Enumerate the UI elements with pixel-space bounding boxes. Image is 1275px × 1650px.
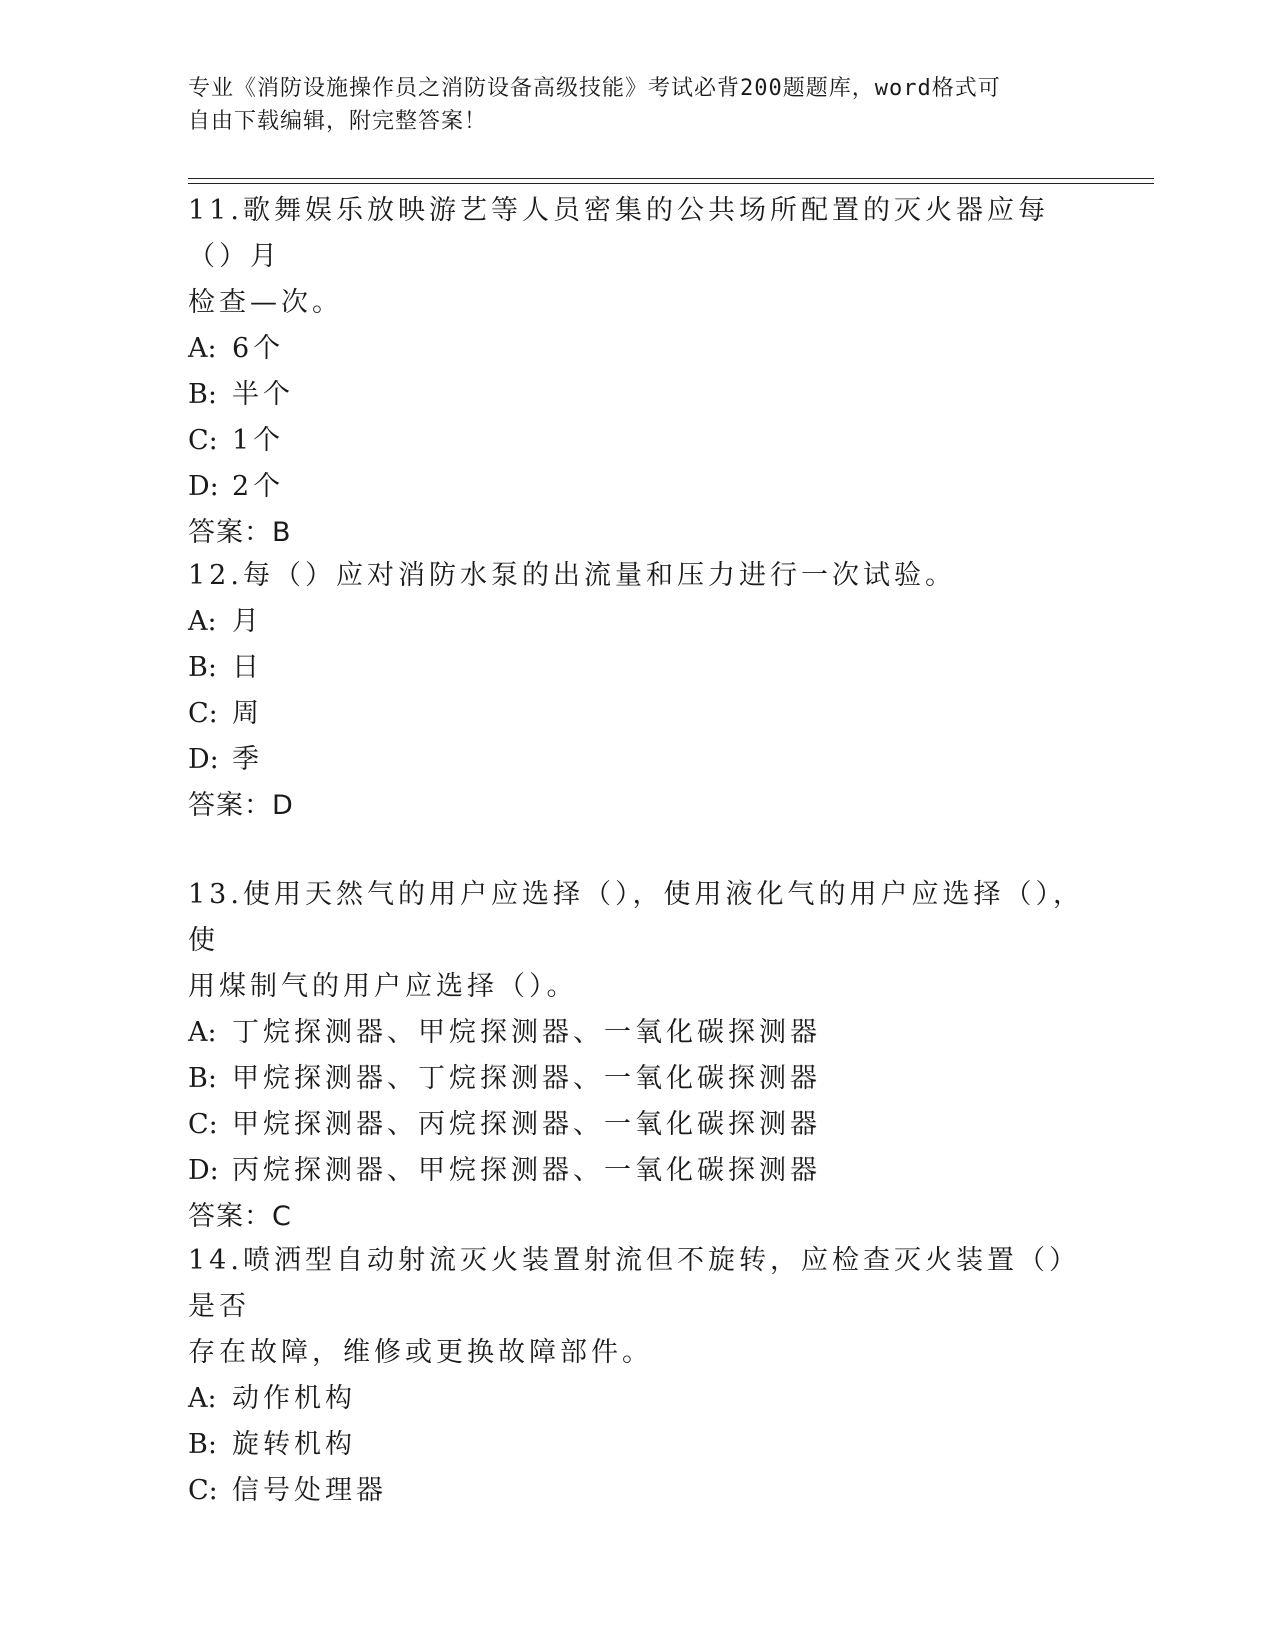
option-letter: B:	[188, 652, 217, 683]
header-divider-bottom	[188, 183, 1154, 184]
option-c	[188, 1102, 1088, 1148]
question-stem-line-2: 存在故障，维修或更换故障部件。	[188, 1337, 653, 1368]
question-stem-line-2: 用煤制气的用户应选择（）。	[188, 971, 578, 1002]
question-stem	[188, 553, 1088, 599]
question-stem-line-2: 检查—次。	[188, 287, 343, 318]
option-letter: B:	[188, 1429, 217, 1460]
option-d	[188, 464, 1088, 510]
option-text: 信号处理器	[232, 1475, 387, 1506]
option-text: 日	[232, 652, 263, 683]
option-letter: C:	[188, 425, 218, 456]
question-stem-line-1: 14.喷洒型自动射流灭火装置射流但不旋转，应检查灭火装置（）是否	[188, 1245, 1080, 1322]
option-letter: A:	[188, 1017, 217, 1048]
question-14	[188, 1238, 1088, 1514]
option-c	[188, 1468, 1088, 1514]
option-a	[188, 1010, 1088, 1056]
option-text: 1个	[232, 425, 285, 456]
question-stem	[188, 188, 1088, 326]
option-text: 月	[232, 606, 263, 637]
option-letter: A:	[188, 333, 217, 364]
option-d	[188, 1148, 1088, 1194]
option-text: 半个	[232, 379, 294, 410]
option-text: 2个	[232, 471, 285, 502]
option-b	[188, 372, 1088, 418]
question-stem	[188, 1238, 1088, 1376]
option-a	[188, 1376, 1088, 1422]
option-letter: C:	[188, 1475, 218, 1506]
option-b	[188, 1422, 1088, 1468]
option-letter: A:	[188, 1383, 217, 1414]
question-stem-line-1: 13.使用天然气的用户应选择（），使用液化气的用户应选择（），使	[188, 879, 1084, 956]
question-11	[188, 188, 1088, 556]
option-letter: D:	[188, 1155, 219, 1186]
header-divider-top	[188, 178, 1154, 179]
option-c	[188, 418, 1088, 464]
option-letter: D:	[188, 471, 219, 502]
answer: 答案：C	[188, 1201, 292, 1232]
option-text: 6个	[232, 333, 285, 364]
option-text: 旋转机构	[232, 1429, 356, 1460]
option-text: 丁烷探测器、甲烷探测器、一氧化碳探测器	[232, 1017, 821, 1048]
intro-line-2: 自由下载编辑，附完整答案！	[188, 109, 488, 134]
option-letter: C:	[188, 698, 218, 729]
option-text: 季	[232, 744, 263, 775]
option-text: 甲烷探测器、丙烷探测器、一氧化碳探测器	[232, 1109, 821, 1140]
answer: 答案：D	[188, 790, 294, 821]
question-stem-line-1: 11.歌舞娱乐放映游艺等人员密集的公共场所配置的灭火器应每（）月	[188, 195, 1049, 272]
option-a	[188, 599, 1088, 645]
option-letter: B:	[188, 1063, 217, 1094]
question-13	[188, 872, 1088, 1240]
option-a	[188, 326, 1088, 372]
option-letter: C:	[188, 1109, 218, 1140]
question-stem-line-1: 12.每（）应对消防水泵的出流量和压力进行一次试验。	[188, 560, 956, 591]
option-b	[188, 1056, 1088, 1102]
option-text: 动作机构	[232, 1383, 356, 1414]
option-text: 丙烷探测器、甲烷探测器、一氧化碳探测器	[232, 1155, 821, 1186]
document-intro	[188, 72, 1068, 138]
option-d	[188, 737, 1088, 783]
question-stem	[188, 872, 1088, 1010]
intro-line-1: 专业《消防设施操作员之消防设备高级技能》考试必背200题题库，word格式可	[188, 76, 1001, 101]
option-letter: B:	[188, 379, 217, 410]
option-b	[188, 645, 1088, 691]
option-c	[188, 691, 1088, 737]
option-text: 周	[232, 698, 263, 729]
option-text: 甲烷探测器、丁烷探测器、一氧化碳探测器	[232, 1063, 821, 1094]
option-letter: D:	[188, 744, 219, 775]
question-12	[188, 553, 1088, 829]
option-letter: A:	[188, 606, 217, 637]
answer: 答案：B	[188, 517, 292, 548]
